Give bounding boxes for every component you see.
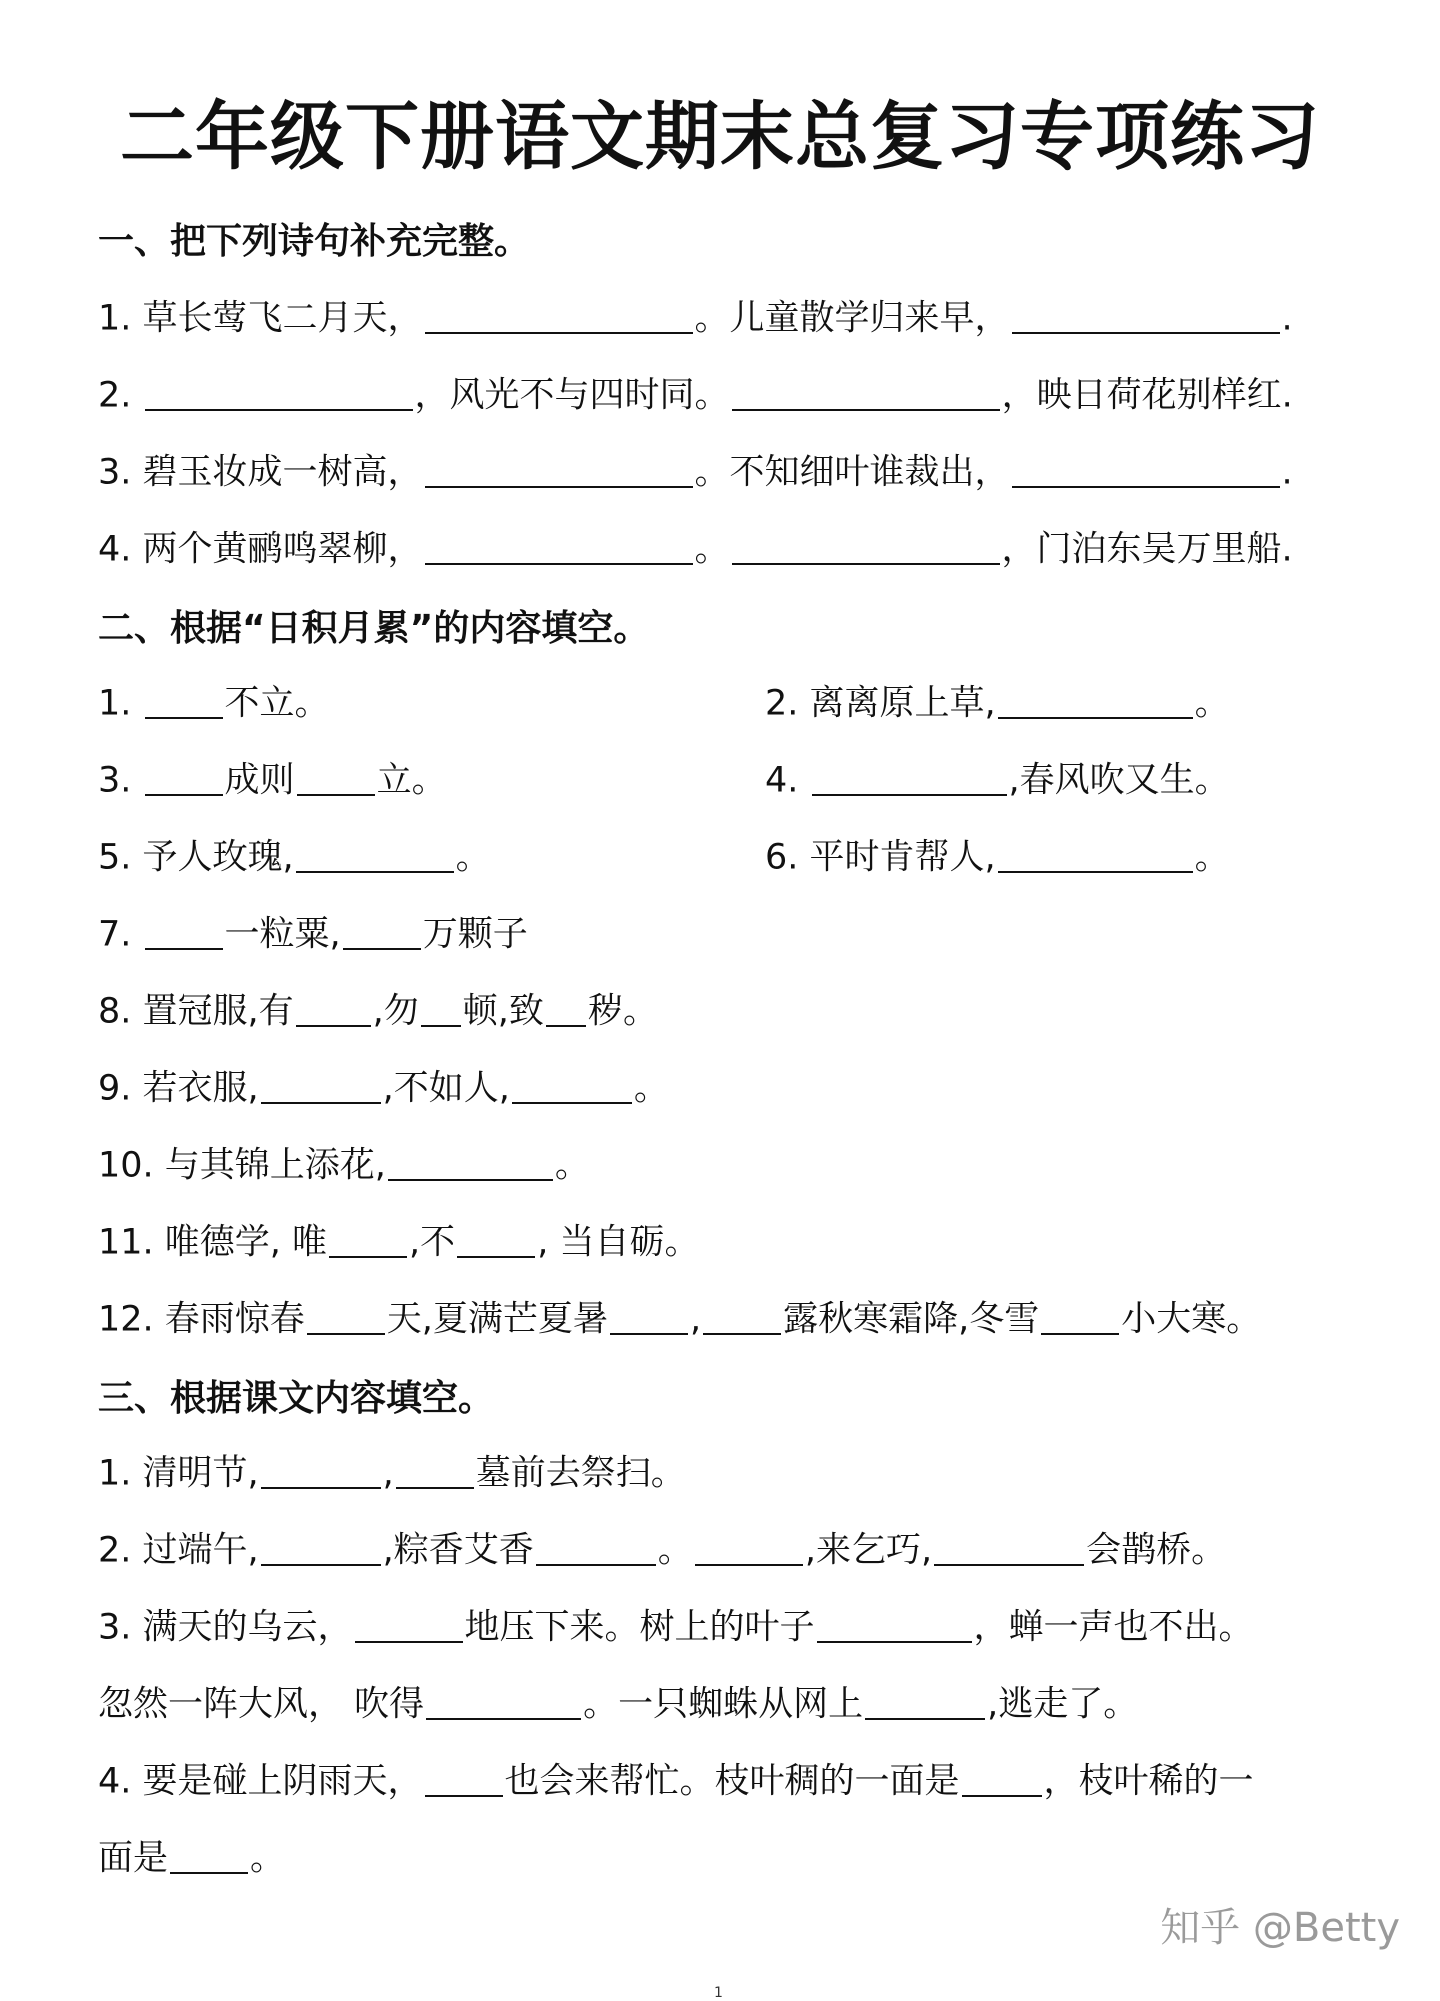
blank[interactable] — [170, 1840, 248, 1874]
s2-item-11: 11. 唯德学, 唯 ,不 , 当自砺。 — [98, 1222, 700, 1263]
blank[interactable] — [812, 762, 1007, 796]
s3-line-2: 2. 过端午, ,粽香艾香 。 ,来乞巧, 会鹊桥。 — [98, 1530, 1227, 1571]
s1-line-4: 4. 两个黄鹂鸣翠柳， 。 ，门泊东吴万里船. — [98, 529, 1293, 570]
blank[interactable] — [536, 1532, 656, 1566]
blank[interactable] — [261, 1455, 381, 1489]
s3-line-1: 1. 清明节, , 墓前去祭扫。 — [98, 1453, 686, 1494]
blank[interactable] — [865, 1686, 985, 1720]
blank[interactable] — [1012, 454, 1280, 488]
blank[interactable] — [732, 531, 1000, 565]
blank[interactable] — [817, 1609, 972, 1643]
blank[interactable] — [355, 1609, 463, 1643]
section3-heading: 三、根据课文内容填空。 — [98, 1378, 495, 1419]
s2-item-6: 6. 平时肯帮人, 。 — [765, 837, 1230, 878]
page-number: 1 — [714, 1985, 723, 2001]
watermark: 知乎 @Betty — [1160, 1905, 1400, 1951]
blank[interactable] — [1041, 1301, 1119, 1335]
s2-item-1: 1. 不立。 — [98, 683, 330, 724]
blank[interactable] — [934, 1532, 1084, 1566]
s2-item-10: 10. 与其锦上添花, 。 — [98, 1145, 590, 1186]
s2-item-5: 5. 予人玫瑰, 。 — [98, 837, 491, 878]
blank[interactable] — [610, 1301, 688, 1335]
s3-line-4: 4. 要是碰上阴雨天， 也会来帮忙。枝叶稠的一面是 ，枝叶稀的一 — [98, 1761, 1254, 1802]
blank[interactable] — [296, 993, 371, 1027]
s2-item-7: 7. 一粒粟, 万颗子 — [98, 914, 528, 955]
s3-line-4-cont: 面是 。 — [98, 1838, 286, 1879]
blank[interactable] — [343, 916, 421, 950]
s3-line-3: 3. 满天的乌云， 地压下来。树上的叶子 ，蝉一声也不出。 — [98, 1607, 1254, 1648]
s3-line-3-cont: 忽然一阵大风， 吹得 。一只蜘蛛从网上 ,逃走了。 — [98, 1684, 1139, 1725]
s2-item-3: 3. 成则 立。 — [98, 760, 447, 801]
blank[interactable] — [425, 300, 693, 334]
blank[interactable] — [329, 1224, 407, 1258]
blank[interactable] — [695, 1532, 803, 1566]
s1-line-1: 1. 草长莺飞二月天， 。儿童散学归来早， . — [98, 298, 1293, 339]
blank[interactable] — [425, 1763, 503, 1797]
blank[interactable] — [261, 1070, 381, 1104]
blank[interactable] — [1012, 300, 1280, 334]
blank[interactable] — [145, 685, 223, 719]
section1-heading: 一、把下列诗句补充完整。 — [98, 221, 531, 262]
blank[interactable] — [426, 1686, 581, 1720]
blank[interactable] — [962, 1763, 1042, 1797]
s2-item-12: 12. 春雨惊春 天,夏满芒夏暑 , 露秋寒霜降,冬雪 小大寒。 — [98, 1299, 1262, 1340]
blank[interactable] — [396, 1455, 474, 1489]
blank[interactable] — [732, 377, 1000, 411]
blank[interactable] — [703, 1301, 781, 1335]
blank[interactable] — [425, 531, 693, 565]
blank[interactable] — [145, 762, 223, 796]
blank[interactable] — [425, 454, 693, 488]
s1-line-3: 3. 碧玉妆成一树高， 。不知细叶谁裁出， . — [98, 452, 1293, 493]
blank[interactable] — [546, 993, 586, 1027]
s2-item-8: 8. 置冠服,有 ,勿 顿,致 秽。 — [98, 991, 658, 1032]
blank[interactable] — [421, 993, 461, 1027]
blank[interactable] — [388, 1147, 553, 1181]
blank[interactable] — [457, 1224, 535, 1258]
blank[interactable] — [145, 377, 413, 411]
s1-line-2: 2. ，风光不与四时同。 ，映日荷花别样红. — [98, 375, 1293, 416]
blank[interactable] — [307, 1301, 385, 1335]
s2-item-2: 2. 离离原上草, 。 — [765, 683, 1230, 724]
page-title: 二年级下册语文期末总复习专项练习 — [120, 94, 1320, 180]
s2-item-9: 9. 若衣服, ,不如人, 。 — [98, 1068, 669, 1109]
blank[interactable] — [512, 1070, 632, 1104]
blank[interactable] — [296, 839, 454, 873]
blank[interactable] — [145, 916, 223, 950]
blank[interactable] — [261, 1532, 381, 1566]
blank[interactable] — [297, 762, 375, 796]
s2-item-4: 4. ,春风吹又生。 — [765, 760, 1230, 801]
section2-heading: 二、根据“日积月累”的内容填空。 — [98, 608, 650, 649]
blank[interactable] — [998, 685, 1193, 719]
blank[interactable] — [998, 839, 1193, 873]
